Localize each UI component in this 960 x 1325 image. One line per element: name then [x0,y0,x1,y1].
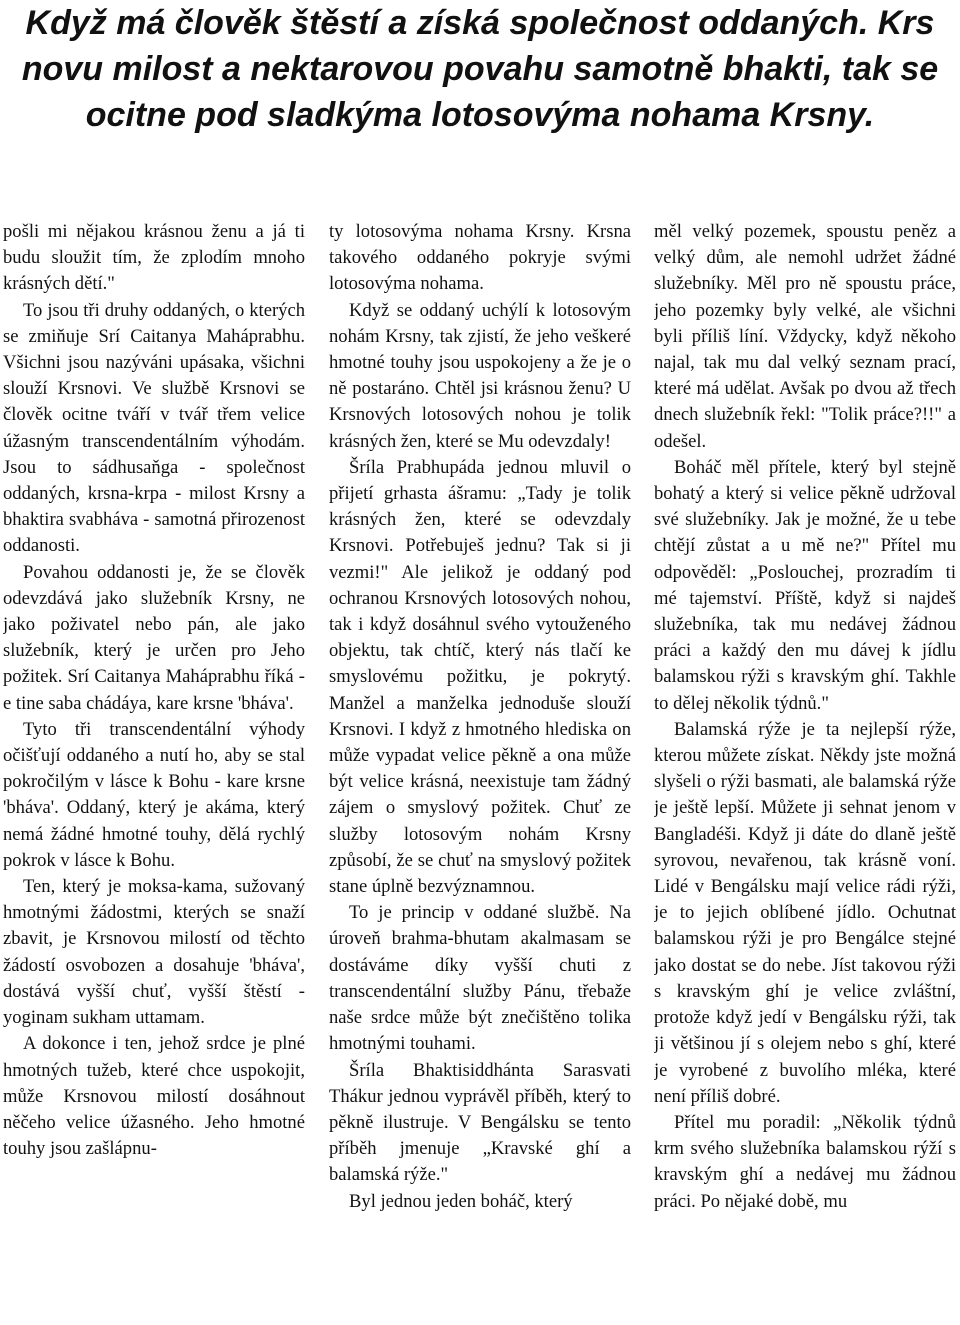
article-headline: Když má člověk štěstí a získá společnost oddaných. Krs novu milost a nektarovou povahu samotně bhakti, tak se ocitne pod sladkýma lotosovýma nohama Krsny. [21,4,939,134]
paragraph: Tyto tři transcendentální výhody očišťují oddaného a nutí ho, aby se stal pokročilým v lásce k Bohu - kare krsne 'bháva'. Oddaný, který je akáma, který nemá žádné hmotné touhy, dělá rychlý pokrok v lásce k Bohu. [3,718,305,871]
paragraph: ty lotosovýma nohama Krsny. Krsna takového oddaného pokryje svými lotosovýma nohama. [329,221,631,295]
paragraph: měl velký pozemek, spoustu peněz a velký dům, ale nemohl udržet žádné služebníky. Měl pro ně spoustu práce, jeho pozemky byly velké, ale všichni byli příliš líní. Vždycky, když někoho najal, tak mu dal velký seznam prací, které má udělat. Avšak po dvou až třech dnech služebník řekl: "Tolik práce?!!" a odešel. [654,221,956,452]
paragraph: Šríla Bhaktisiddhánta Sarasvati Thákur jednou vyprávěl příběh, který to pěkně ilustruje. V Bengálsku se tento příběh jmenuje „Kravské ghí a balamská rýže." [329,1059,631,1186]
paragraph: Byl jednou jeden boháč, který [349,1190,573,1212]
paragraph: Balamská rýže je ta nejlepší rýže, kterou můžete získat. Někdy jste možná slyšeli o rýži basmati, ale balamská rýže je ještě lepší. Můžete ji sehnat jenom v Bangladéši. Když ji dáte do dlaně ještě syrovou, nevařenou, tak krásně voní. Lidé v Bengálsku mají velice rádi rýži, je to jejich oblíbené jídlo. Ochutnat balamskou rýži je pro Bengálce stejné jako dostat se do nebe. Jíst takovou rýži s kravským ghí je velice zvláštní, protože když jedí v Bengálsku rýži, tak ji většinou jí s olejem nebo s ghí, které je vyrobené z buvolího mléka, které není příliš dobré. [654,718,956,1107]
paragraph: A dokonce i ten, jehož srdce je plné hmotných tužeb, které chce uspokojit, může Krsnovou milostí dosáhnout něčeho velice úžasného. Jeho hmotné touhy jsou zašlápnu- [3,1033,305,1160]
paragraph: Přítel mu poradil: „Několik týdnů krm svého služebníka balamskou rýží s kravským ghí a nedávej mu žádnou práci. Po nějaké době, mu [654,1111,956,1212]
paragraph: Boháč měl přítele, který byl stejně bohatý a který si velice pěkně udržoval své služebníky. Jak je možné, že u tebe chtějí zůstat a u mě ne?" Přítel mu odpověděl: „Poslouchej, prozradím ti mé tajemství. Příště, když si najdeš služebníka, tak mu nedávej žádnou práci a každý den mu dávej k jídlu balamskou rýži s kravským ghí. Takhle to dělej několik týdnů." [654,456,956,714]
paragraph: Povahou oddanosti je, že se člověk odevzdává jako služebník Krsny, ne jako poživatel nebo pán, ale jako služebník, který je určen pro Jeho požitek. Srí Caitanya Maháprabhu říká - e tine saba chádáya, kare krsne 'bháva'. [3,561,305,714]
text-column-3 [654,219,956,1324]
text-column-1 [3,219,305,1324]
paragraph: pošli mi nějakou krásnou ženu a já ti budu sloužit tím, že zplodím mnoho krásných dětí." [3,221,305,295]
paragraph: To jsou tři druhy oddaných, o kterých se zmiňuje Srí Caitanya Maháprabhu. Všichni jsou nazýváni upásaka, všichni slouží Krsnovi. Ve službě Krsnovi se člověk ocitne tváří v tvář třem velice úžasným transcendentálním výhodám. Jsou to sádhusaňga - společnost oddaných, krsna-krpa - milost Krsny a bhaktira svabháva - samotná přirozenost oddanosti. [3,299,305,557]
paragraph: To je princip v oddané službě. Na úroveň brahma-bhutam akalmasam se dostáváme díky vyšší chuti z transcendentální služby Pánu, třebaže naše srdce může být znečištěno tolika hmotnými touhami. [329,902,631,1055]
paragraph: Když se oddaný uchýlí k lotosovým nohám Krsny, tak zjistí, že jeho veškeré hmotné touhy jsou uspokojeny a že je o ně postaráno. Chtěl jsi krásnou ženu? U Krsnových lotosových nohou je tolik krásných žen, které se Mu odevzdaly! [329,299,631,452]
paragraph: Ten, který je moksa-kama, sužovaný hmotnými žádostmi, kterých se snaží zbavit, je Krsnovou milostí od těchto žádostí osvobozen a dosahuje 'bháva', dostává vyšší chuť, vyšší štěstí - yoginam sukham uttamam. [3,876,305,1029]
text-column-2 [329,219,631,1324]
paragraph: Šríla Prabhupáda jednou mluvil o přijetí grhasta ášramu: „Tady je tolik krásných žen, které se odevzdaly Krsnovi. Potřebuješ jednu? Tak si ji vezmi!" Ale jelikož je oddaný pod ochranou Krsnových lotosových nohou, tak i když dosáhnul svého vytouženého objektu, tak chtíč, který nás tlačí ke smyslovému požitku, je pokrytý. Manžel a manželka jednoduše slouží Krsnovi. I když z hmotného hlediska on může vypadat velice pěkně a ona může být velice krásná, neexistuje tam žádný zájem o smyslový požitek. Chuť ze služby lotosovým nohám Krsny způsobí, že se chuť na smyslový požitek stane úplně bezvýznamnou. [329,456,631,898]
